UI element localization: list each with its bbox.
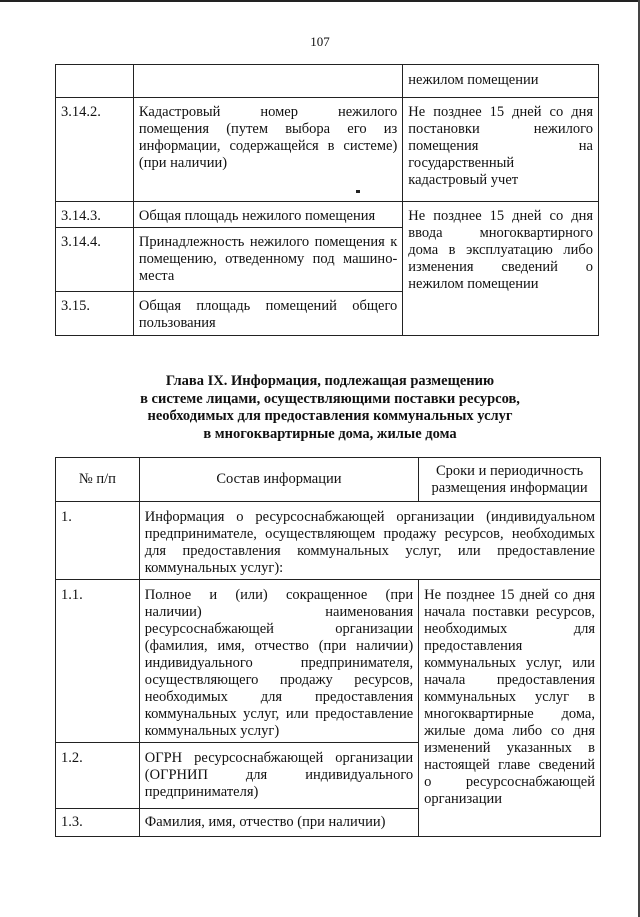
cell-num: 3.15.	[56, 292, 134, 336]
cell-term: Не позднее 15 дней со дня постановки нежилого помещения на государственный кадастровый учет	[403, 98, 599, 202]
table-row	[56, 98, 599, 202]
chapter-title	[60, 373, 600, 443]
cell-info: Фамилия, имя, отчество (при наличии)	[139, 809, 418, 837]
cell-info: Полное и (или) сокращенное (при наличии) наименования ресурсоснабжающей организации (фамилия, имя, отчество (при наличии) индивидуального предпринимателя, осуществляющего продажу ресурсов, необходимых для предоставления коммунальных услуг, или предоставление коммунальных услуг)	[139, 580, 418, 743]
cell-num: 1.2.	[56, 743, 140, 809]
cell-num	[56, 65, 134, 98]
header-term: Сроки и периодичность размещения информации	[419, 458, 601, 502]
cell-num: 1.	[56, 502, 140, 580]
cell-term: Не позднее 15 дней со дня начала поставки ресурсов, необходимых для предоставления коммунальных услуг, или начала предоставления коммунальных услуг в многоквартирные дома, жилые дома либо со дня изменений указанных в настоящей главе сведений о ресурсоснабжающей организации	[419, 580, 601, 837]
table-row	[56, 202, 599, 228]
cell-num: 1.1.	[56, 580, 140, 743]
cell-info: Общая площадь нежилого помещения	[133, 202, 402, 228]
table-row	[56, 580, 601, 743]
page-number: 107	[310, 34, 330, 49]
cell-info: ОГРН ресурсоснабжающей организации (ОГРНИП для индивидуального предпринимателя)	[139, 743, 418, 809]
page-top-edge	[0, 0, 640, 2]
chapter-title-line: Глава IX. Информация, подлежащая размещению	[165, 373, 495, 389]
chapter-title-line: в системе лицами, осуществляющими поставки ресурсов,	[140, 390, 520, 407]
header-num: № п/п	[56, 458, 140, 502]
cell-num: 3.14.2.	[56, 98, 134, 202]
table-resource-suppliers	[55, 457, 601, 837]
cell-term: нежилом помещении	[403, 65, 599, 98]
cell-info: Общая площадь помещений общего пользования	[133, 292, 402, 336]
cell-num: 3.14.4.	[56, 228, 134, 292]
cell-num: 1.3.	[56, 809, 140, 837]
table-row	[56, 502, 601, 580]
header-info: Состав информации	[139, 458, 418, 502]
scan-dot	[356, 190, 360, 193]
cell-term: Не позднее 15 дней со дня ввода многоквартирного дома в эксплуатацию либо изменения сведений о нежилом помещении	[403, 202, 599, 336]
chapter-title-line: необходимых для предоставления коммунальных услуг	[147, 408, 513, 424]
table-housing-info	[55, 64, 599, 336]
table-row	[56, 65, 599, 98]
cell-info: Информация о ресурсоснабжающей организации (индивидуальном предпринимателе, осуществляющем продажу ресурсов, необходимых для предоставления коммунальных услуг, или предоставление коммунальных услуг):	[139, 502, 600, 580]
chapter-title-line: в многоквартирные дома, жилые дома	[203, 425, 457, 442]
cell-info: Принадлежность нежилого помещения к помещению, отведенному под машино-места	[133, 228, 402, 292]
table-header-row	[56, 458, 601, 502]
cell-info: Кадастровый номер нежилого помещения (путем выбора его из информации, содержащейся в системе) (при наличии)	[133, 98, 402, 202]
cell-num: 3.14.3.	[56, 202, 134, 228]
cell-info	[133, 65, 402, 98]
